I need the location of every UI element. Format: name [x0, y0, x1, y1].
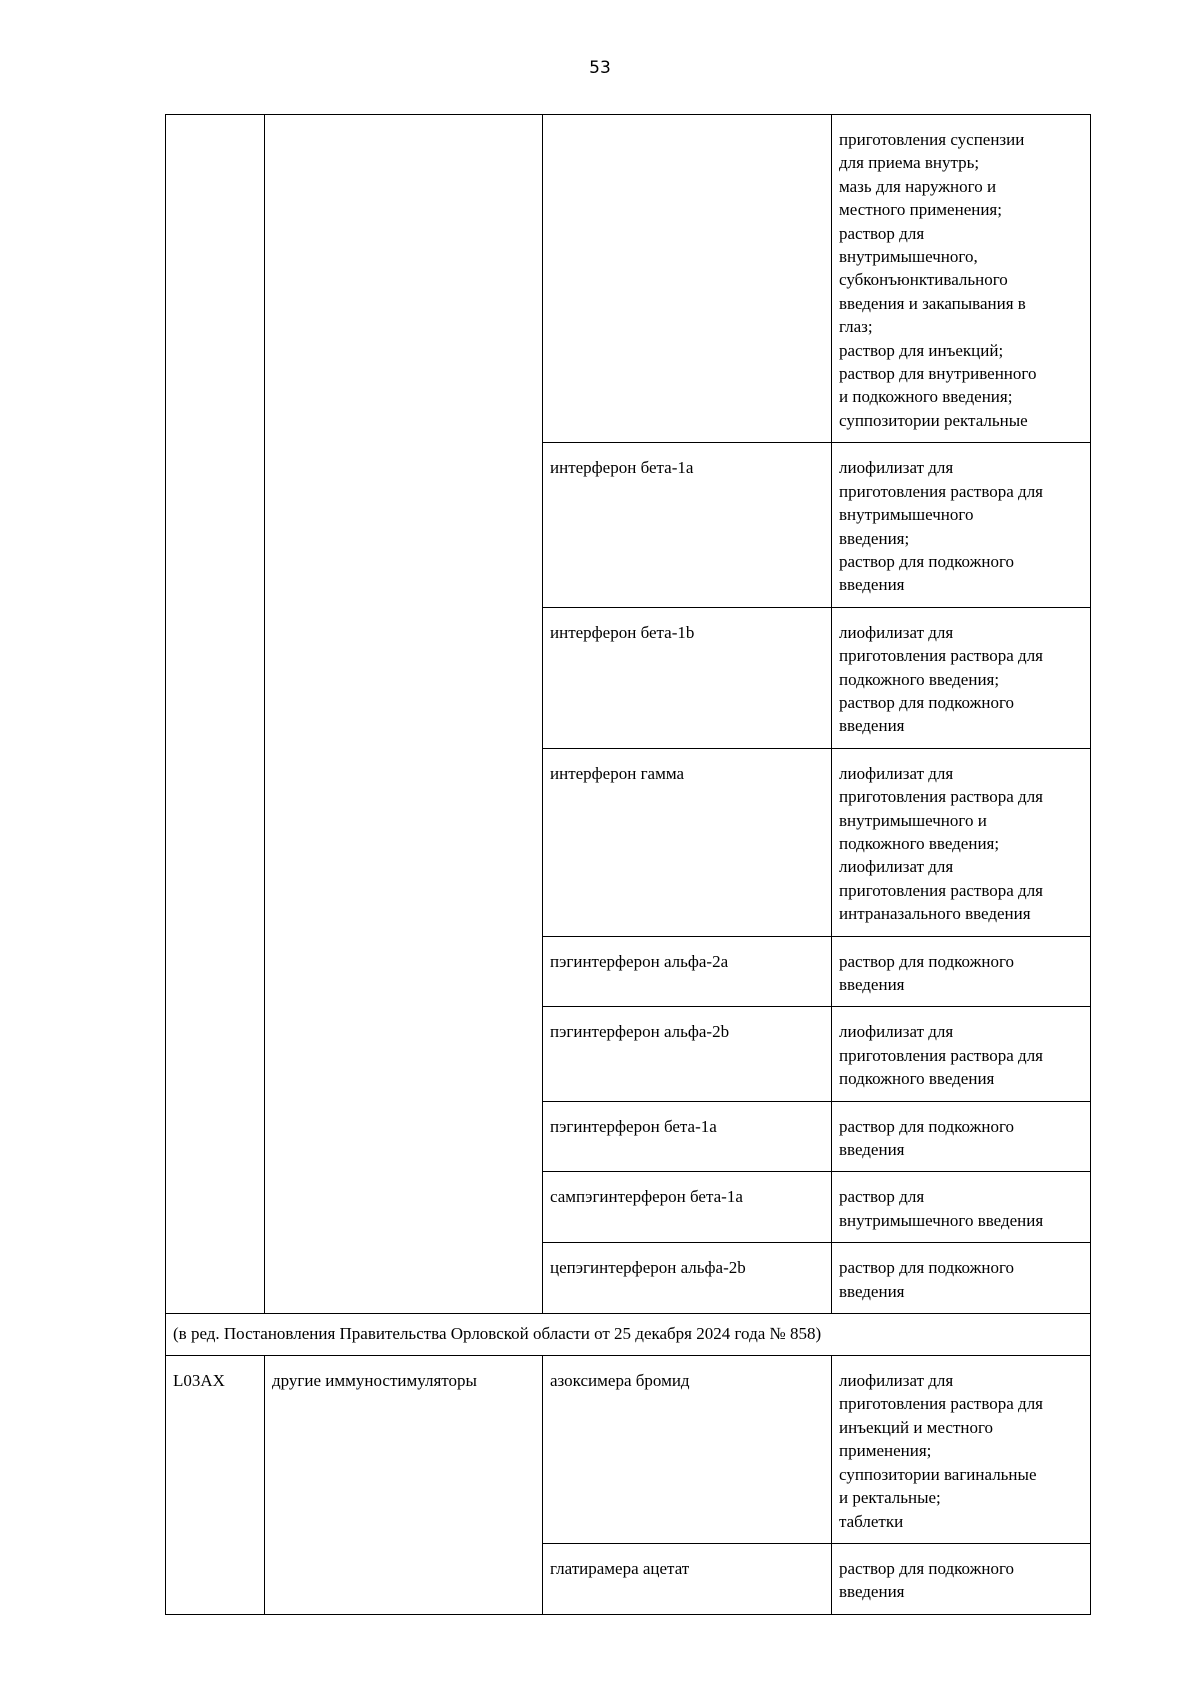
dosage-forms-cell: лиофилизат для приготовления раствора для подкожного введения: [832, 1007, 1091, 1101]
atc-code-cell-continued: [166, 1243, 265, 1314]
atc-code-cell-continued: [166, 1007, 265, 1101]
table-row: [166, 1007, 1091, 1101]
atc-code-cell-continued: [166, 748, 265, 936]
dosage-forms-cell: раствор для подкожного введения: [832, 1243, 1091, 1314]
atc-code-cell: L03AX: [166, 1356, 265, 1615]
table-row: [166, 607, 1091, 748]
group-name-cell-continued: [265, 1172, 543, 1243]
dosage-forms-cell: раствор для внутримышечного введения: [832, 1172, 1091, 1243]
table-row: [166, 748, 1091, 936]
dosage-forms-cell: лиофилизат для приготовления раствора для внутримышечного введения; раствор для подкожного введения: [832, 443, 1091, 607]
atc-code-cell-continued: [166, 1172, 265, 1243]
dosage-forms-cell: раствор для подкожного введения: [832, 1543, 1091, 1614]
group-name-cell-continued: [265, 443, 543, 607]
group-name-cell: другие иммуностимуляторы: [265, 1356, 543, 1615]
drug-name-cell: интерферон бета-1b: [543, 607, 832, 748]
dosage-forms-cell: лиофилизат для приготовления раствора для подкожного введения; раствор для подкожного введения: [832, 607, 1091, 748]
atc-code-cell-continued: [166, 443, 265, 607]
dosage-forms-cell: лиофилизат для приготовления раствора для внутримышечного и подкожного введения; лиофилизат для приготовления раствора для интраназального введения: [832, 748, 1091, 936]
dosage-forms-cell: приготовления суспензии для приема внутрь; мазь для наружного и местного применения; раствор для внутримышечного, субконъюнктивального введения и закапывания в глаз; раствор для инъекций; раствор для внутривенного и подкожного введения; суппозитории ректальные: [832, 115, 1091, 443]
atc-code-cell: [166, 115, 265, 443]
group-name-cell-continued: [265, 936, 543, 1007]
group-name-cell-continued: [265, 607, 543, 748]
table-row: [166, 1101, 1091, 1172]
atc-code-cell-continued: [166, 936, 265, 1007]
table-row: [166, 443, 1091, 607]
page-number: 53: [589, 58, 611, 78]
drug-name-cell: пэгинтерферон альфа-2b: [543, 1007, 832, 1101]
table-row: [166, 1243, 1091, 1314]
dosage-forms-cell: лиофилизат для приготовления раствора для инъекций и местного применения; суппозитории вагинальные и ректальные; таблетки: [832, 1356, 1091, 1544]
table-row: [166, 1172, 1091, 1243]
atc-code-cell-continued: [166, 1101, 265, 1172]
drug-name-cell: интерферон гамма: [543, 748, 832, 936]
drug-name-cell: цепэгинтерферон альфа-2b: [543, 1243, 832, 1314]
atc-code-cell-continued: [166, 607, 265, 748]
group-name-cell-continued: [265, 748, 543, 936]
edition-note: (в ред. Постановления Правительства Орловской области от 25 декабря 2024 года № 858): [166, 1314, 1091, 1356]
group-name-cell-continued: [265, 1007, 543, 1101]
drug-table: [165, 114, 1091, 1615]
drug-name-cell: пэгинтерферон бета-1a: [543, 1101, 832, 1172]
group-name-cell: [265, 115, 543, 443]
drug-name-cell: сампэгинтерферон бета-1a: [543, 1172, 832, 1243]
drug-name-cell: пэгинтерферон альфа-2a: [543, 936, 832, 1007]
drug-name-cell: глатирамера ацетат: [543, 1543, 832, 1614]
dosage-forms-cell: раствор для подкожного введения: [832, 936, 1091, 1007]
drug-name-cell: интерферон бета-1a: [543, 443, 832, 607]
group-name-cell-continued: [265, 1101, 543, 1172]
table-row: [166, 1314, 1091, 1356]
drug-name-cell: [543, 115, 832, 443]
group-name-cell-continued: [265, 1243, 543, 1314]
table-row: [166, 936, 1091, 1007]
table-row: [166, 115, 1091, 443]
dosage-forms-cell: раствор для подкожного введения: [832, 1101, 1091, 1172]
table-row: [166, 1356, 1091, 1544]
drug-name-cell: азоксимера бромид: [543, 1356, 832, 1544]
